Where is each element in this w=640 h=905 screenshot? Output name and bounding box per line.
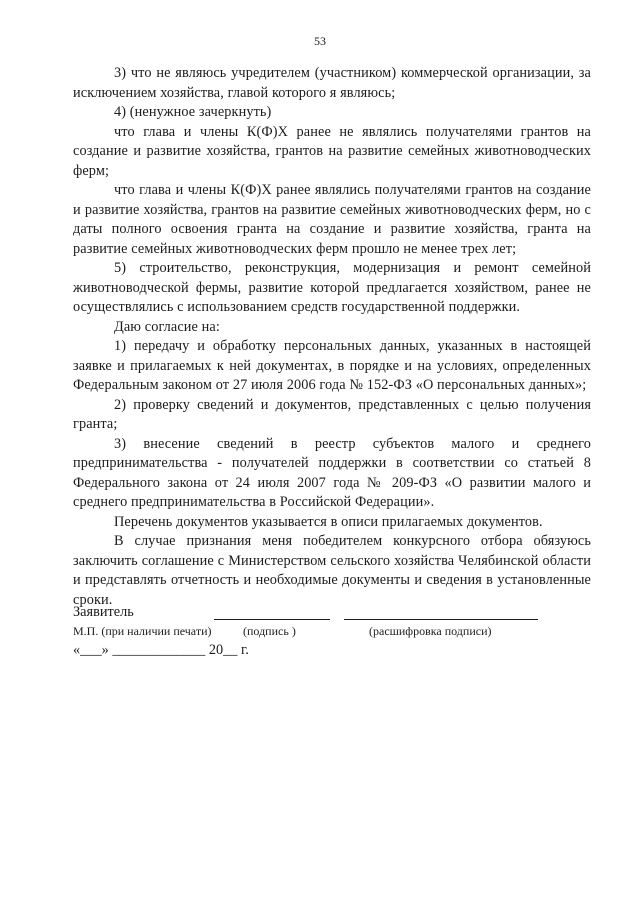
document-body xyxy=(73,64,591,610)
paragraph-consent-registry: 3) внесение сведений в реестр субъектов малого и среднего предпринимательства - получателей поддержки в соответствии со статьей 8 Федерального закона от 24 июля 2007 года № 209-ФЗ «О развитии малого и среднего предпринимательства в Российской Федерации». xyxy=(73,435,591,510)
signature-decode-caption: (расшифровка подписи) xyxy=(369,624,492,638)
paragraph-prior-grants: что глава и члены К(Ф)Х ранее являлись получателями грантов на создание и развитие хозяйства, грантов на развитие семейных животноводческих ферм, но с даты полного освоения гранта на создание и развитие хозяйства, гранта на развитие семейных животноводческих ферм прошло не менее трех лет; xyxy=(73,182,591,257)
paragraph-cross-out-note: 4) (ненужное зачеркнуть) xyxy=(114,104,272,120)
paragraph-consent-verification: 2) проверку сведений и документов, представленных с целью получения гранта; xyxy=(73,396,591,432)
signature-decode-line xyxy=(344,619,538,620)
paragraph-consent-heading: Даю согласие на: xyxy=(114,318,220,335)
paragraph-no-grants: что глава и члены К(Ф)Х ранее не являлись получателями грантов на создание и развитие хозяйства, грантов на развитие семейных животноводческих ферм; xyxy=(73,123,591,179)
signature-caption: (подпись ) xyxy=(243,624,296,638)
stamp-caption: М.П. (при наличии печати) xyxy=(73,624,212,638)
paragraph-not-founder: 3) что не являюсь учредителем (участником) коммерческой организации, за исключением хозяйства, главой которого я являюсь; xyxy=(73,65,591,101)
signature-line xyxy=(214,619,330,620)
page-number: 53 xyxy=(314,34,326,48)
paragraph-construction: 5) строительство, реконструкция, модернизация и ремонт семейной животноводческой фермы, развитие которой предлагается хозяйством, ранее не осуществлялись с использованием средств государственной поддержки. xyxy=(73,260,591,315)
signature-block xyxy=(73,603,591,663)
paragraph-documents-list: Перечень документов указывается в описи прилагаемых документов. xyxy=(114,513,543,530)
applicant-label: Заявитель xyxy=(73,604,134,620)
date-line: «___» _____________ 20__ г. xyxy=(73,642,249,658)
paragraph-consent-personal-data: 1) передачу и обработку персональных данных, указанных в настоящей заявке и прилагаемых к ней документах, в порядке и на условиях, определенных Федеральным законом от 27 июля 2006 года № 152-ФЗ «О персональных данных»; xyxy=(73,338,591,393)
paragraph-agreement: В случае признания меня победителем конкурсного отбора обязуюсь заключить соглашение с Министерством сельского хозяйства Челябинской области и представлять отчетность и необходимые документы и сведения в установленные сроки. xyxy=(73,533,591,608)
